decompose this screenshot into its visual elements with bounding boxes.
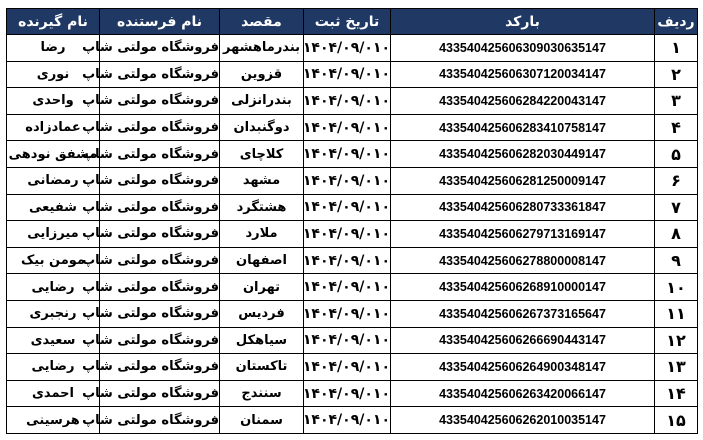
cell-barcode: 433540425606309030635147: [391, 35, 655, 62]
cell-sender: فروشگاه مولتی شاپ: [100, 300, 220, 327]
cell-destination: سیاهکل: [220, 327, 304, 354]
cell-row-number: ۱۵: [655, 407, 698, 434]
table-row: [7, 380, 698, 407]
cell-date: ۱۴۰۴/۰۹/۰۱۰: [304, 380, 391, 407]
table-row: [7, 354, 698, 381]
cell-sender: فروشگاه مولتی شاپ: [100, 114, 220, 141]
cell-row-number: ۱۲: [655, 327, 698, 354]
header-barcode: بارکد: [391, 9, 655, 35]
cell-date: ۱۴۰۴/۰۹/۰۱۰: [304, 88, 391, 115]
cell-destination: تاکستان: [220, 354, 304, 381]
cell-barcode: 433540425606264900348147: [391, 354, 655, 381]
cell-barcode: 433540425606278800008147: [391, 247, 655, 274]
cell-row-number: ۵: [655, 141, 698, 168]
table-row: [7, 407, 698, 434]
table-row: [7, 300, 698, 327]
cell-date: ۱۴۰۴/۰۹/۰۱۰: [304, 61, 391, 88]
cell-sender: فروشگاه مولتی شاپ: [100, 407, 220, 434]
shipments-table: [6, 8, 698, 434]
cell-date: ۱۴۰۴/۰۹/۰۱۰: [304, 114, 391, 141]
cell-date: ۱۴۰۴/۰۹/۰۱۰: [304, 35, 391, 62]
header-row-number: ردیف: [655, 9, 698, 35]
cell-barcode: 433540425606280733361847: [391, 194, 655, 221]
cell-receiver: هرسینی: [7, 407, 100, 434]
cell-date: ۱۴۰۴/۰۹/۰۱۰: [304, 300, 391, 327]
shipments-table-container: [6, 8, 697, 434]
cell-destination: هشتگرد: [220, 194, 304, 221]
cell-destination: فردیس: [220, 300, 304, 327]
cell-date: ۱۴۰۴/۰۹/۰۱۰: [304, 141, 391, 168]
cell-row-number: ۷: [655, 194, 698, 221]
cell-date: ۱۴۰۴/۰۹/۰۱۰: [304, 327, 391, 354]
cell-row-number: ۶: [655, 167, 698, 194]
cell-sender: فروشگاه مولتی شاپ: [100, 274, 220, 301]
cell-sender: فروشگاه مولتی شاپ: [100, 61, 220, 88]
table-row: [7, 88, 698, 115]
cell-receiver: واحدی: [7, 88, 100, 115]
cell-receiver: نوری: [7, 61, 100, 88]
cell-row-number: ۱۱: [655, 300, 698, 327]
cell-sender: فروشگاه مولتی شاپ: [100, 141, 220, 168]
table-row: [7, 194, 698, 221]
cell-destination: دوگنبدان: [220, 114, 304, 141]
table-row: [7, 61, 698, 88]
cell-receiver: رنجبری: [7, 300, 100, 327]
cell-row-number: ۱۰: [655, 274, 698, 301]
cell-destination: قزوین: [220, 61, 304, 88]
table-row: [7, 327, 698, 354]
cell-row-number: ۴: [655, 114, 698, 141]
cell-barcode: 433540425606266690443147: [391, 327, 655, 354]
cell-destination: ملارد: [220, 221, 304, 248]
cell-receiver: سعیدی: [7, 327, 100, 354]
table-row: [7, 247, 698, 274]
cell-barcode: 433540425606263420066147: [391, 380, 655, 407]
cell-sender: فروشگاه مولتی شاپ: [100, 354, 220, 381]
cell-sender: فروشگاه مولتی شاپ: [100, 380, 220, 407]
cell-receiver: رضایی: [7, 274, 100, 301]
cell-destination: مشهد: [220, 167, 304, 194]
cell-date: ۱۴۰۴/۰۹/۰۱۰: [304, 354, 391, 381]
header-row: [7, 9, 698, 35]
cell-destination: کلاچای: [220, 141, 304, 168]
cell-row-number: ۳: [655, 88, 698, 115]
cell-barcode: 433540425606282030449147: [391, 141, 655, 168]
cell-barcode: 433540425606279713169147: [391, 221, 655, 248]
cell-destination: سنندج: [220, 380, 304, 407]
cell-destination: بندرماهشهر: [220, 35, 304, 62]
header-date: تاریخ ثبت: [304, 9, 391, 35]
cell-destination: بندرانزلی: [220, 88, 304, 115]
cell-sender: فروشگاه مولتی شاپ: [100, 35, 220, 62]
cell-barcode: 433540425606268910000147: [391, 274, 655, 301]
table-row: [7, 141, 698, 168]
cell-row-number: ۸: [655, 221, 698, 248]
cell-barcode: 433540425606281250009147: [391, 167, 655, 194]
cell-receiver: شفیعی: [7, 194, 100, 221]
cell-row-number: ۹: [655, 247, 698, 274]
cell-destination: اصفهان: [220, 247, 304, 274]
cell-receiver: رضا: [7, 35, 100, 62]
cell-date: ۱۴۰۴/۰۹/۰۱۰: [304, 221, 391, 248]
cell-receiver: عمادزاده: [7, 114, 100, 141]
cell-date: ۱۴۰۴/۰۹/۰۱۰: [304, 194, 391, 221]
table-row: [7, 114, 698, 141]
cell-barcode: 433540425606284220043147: [391, 88, 655, 115]
cell-sender: فروشگاه مولتی شاپ: [100, 247, 220, 274]
cell-receiver: میرزایی: [7, 221, 100, 248]
table-row: [7, 221, 698, 248]
cell-date: ۱۴۰۴/۰۹/۰۱۰: [304, 247, 391, 274]
table-row: [7, 274, 698, 301]
cell-row-number: ۲: [655, 61, 698, 88]
table-body: [7, 35, 698, 434]
cell-barcode: 433540425606283410758147: [391, 114, 655, 141]
cell-sender: فروشگاه مولتی شاپ: [100, 327, 220, 354]
cell-destination: سمنان: [220, 407, 304, 434]
cell-barcode: 433540425606267373165647: [391, 300, 655, 327]
cell-row-number: ۱: [655, 35, 698, 62]
cell-receiver: مومن بیک: [7, 247, 100, 274]
header-sender: نام فرستنده: [100, 9, 220, 35]
cell-destination: تهران: [220, 274, 304, 301]
cell-sender: فروشگاه مولتی شاپ: [100, 221, 220, 248]
header-destination: مقصد: [220, 9, 304, 35]
cell-barcode: 433540425606307120034147: [391, 61, 655, 88]
cell-receiver: رمضانی: [7, 167, 100, 194]
table-row: [7, 167, 698, 194]
cell-sender: فروشگاه مولتی شاپ: [100, 194, 220, 221]
cell-sender: فروشگاه مولتی شاپ: [100, 88, 220, 115]
cell-sender: فروشگاه مولتی شاپ: [100, 167, 220, 194]
cell-receiver: مشفق نودهی: [7, 141, 100, 168]
header-receiver: نام گیرنده: [7, 9, 100, 35]
table-row: [7, 35, 698, 62]
cell-date: ۱۴۰۴/۰۹/۰۱۰: [304, 167, 391, 194]
cell-barcode: 433540425606262010035147: [391, 407, 655, 434]
cell-row-number: ۱۴: [655, 380, 698, 407]
cell-row-number: ۱۳: [655, 354, 698, 381]
cell-date: ۱۴۰۴/۰۹/۰۱۰: [304, 274, 391, 301]
cell-date: ۱۴۰۴/۰۹/۰۱۰: [304, 407, 391, 434]
cell-receiver: رضایی: [7, 354, 100, 381]
cell-receiver: احمدی: [7, 380, 100, 407]
